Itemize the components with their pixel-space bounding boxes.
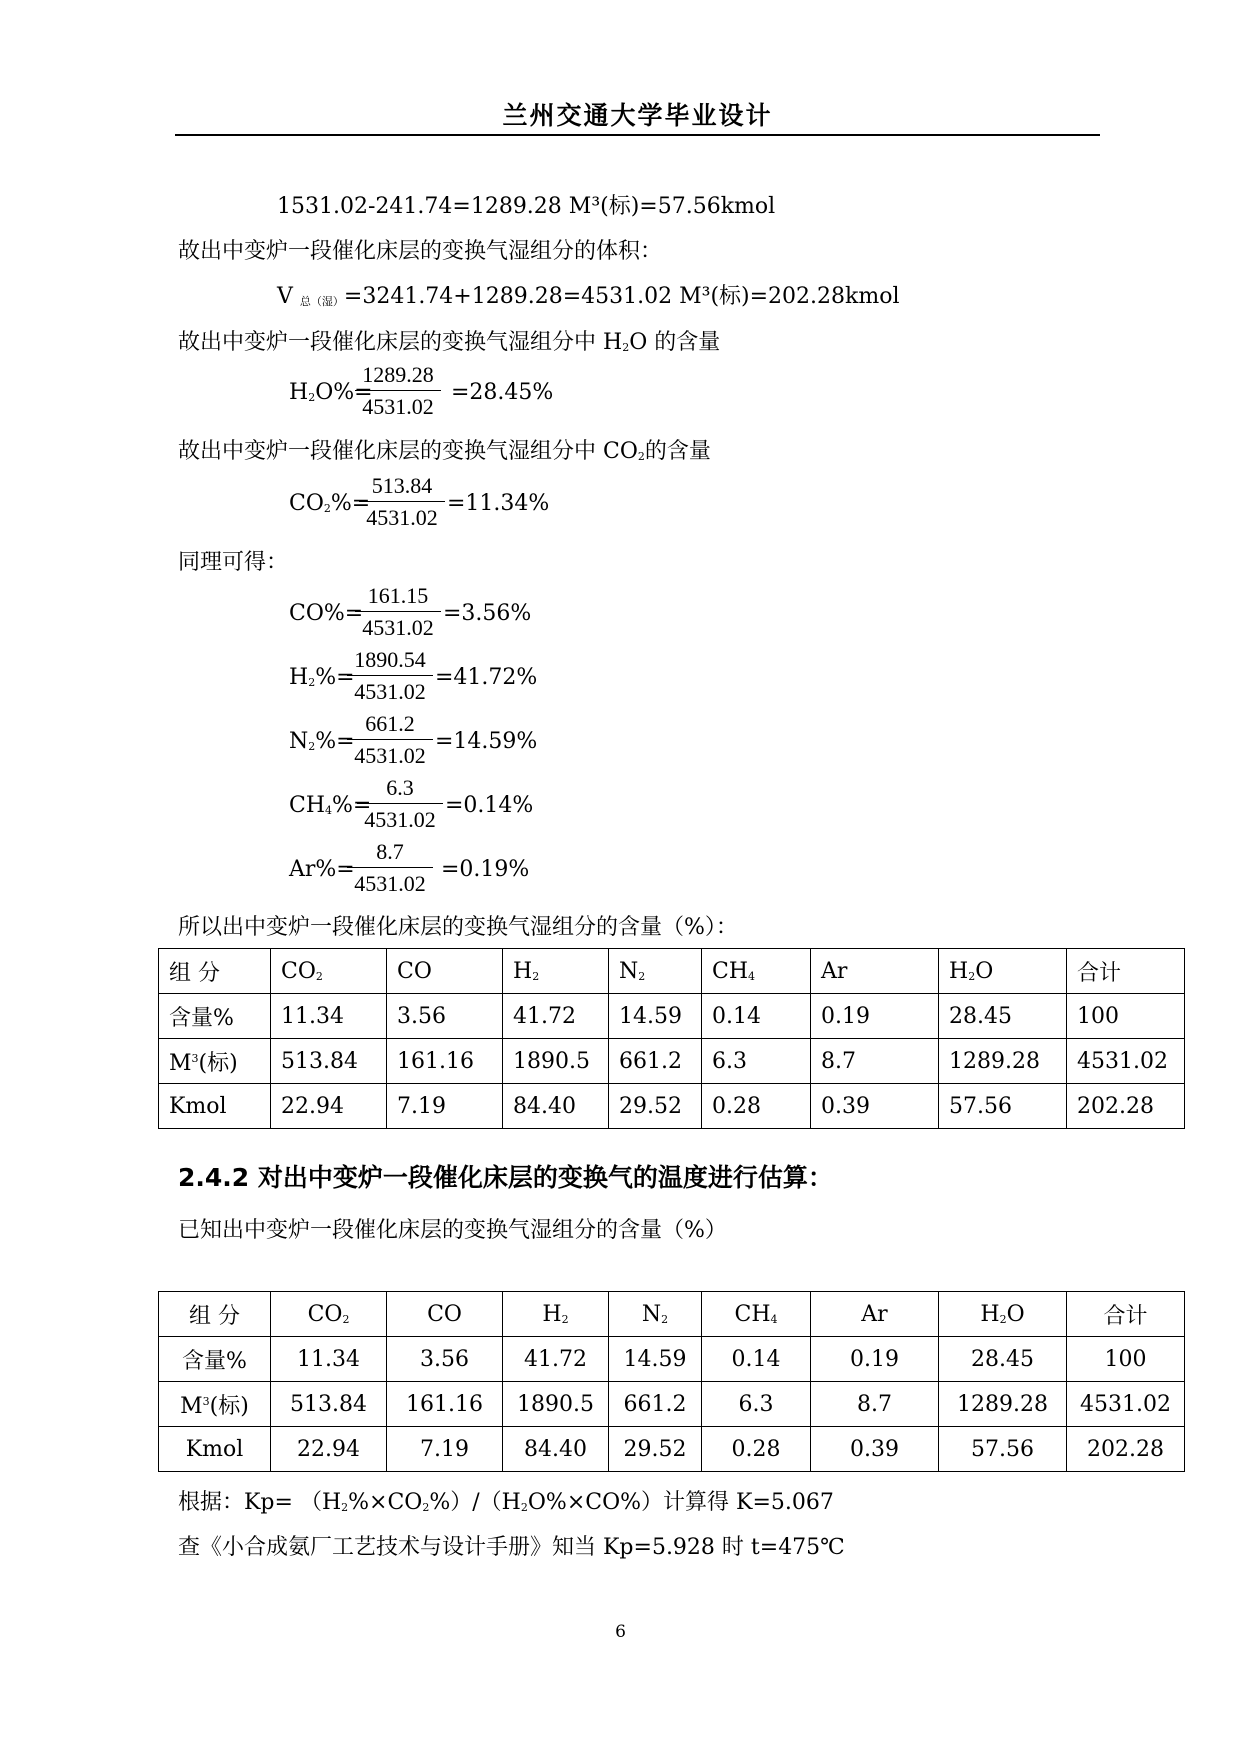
text-line-co2 [178,437,711,472]
table-cell: 57.56 [939,1084,1067,1129]
table-cell: 1289.28 [939,1382,1067,1427]
table-cell: 合计 [1067,1292,1185,1337]
page-header-title: 兰州交通大学毕业设计 [502,101,773,130]
table-cell: 6.3 [702,1039,811,1084]
fraction-ratio [355,581,441,644]
table-cell: CH4 [702,949,811,994]
table-cell: 11.34 [271,994,387,1039]
table-cell: 57.56 [939,1427,1067,1472]
table-cell: 202.28 [1067,1084,1185,1129]
table-cell: N2 [609,949,702,994]
table-cell: 513.84 [271,1039,387,1084]
text-co2-sub: 2 [637,450,645,463]
composition-table-1 [158,948,1185,1129]
table-row-percent [159,1337,1185,1382]
table-cell: Ar [811,1292,939,1337]
fraction-ratio [347,709,433,772]
table-cell: H2O [939,949,1067,994]
table-cell: 0.14 [702,994,811,1039]
table-cell: 14.59 [609,1337,702,1382]
table-cell: 组 分 [159,1292,271,1337]
table-cell: 84.40 [503,1084,609,1129]
table-cell: 513.84 [271,1382,387,1427]
fraction-result: =14.59% [435,729,538,754]
table-cell: Kmol [159,1084,271,1129]
fraction-ch4 [289,773,569,839]
fraction-numerator: 6.3 [386,775,414,800]
table-cell: 8.7 [811,1382,939,1427]
table-cell: 14.59 [609,994,702,1039]
equation-line-total-volume [277,282,900,317]
table-cell: 0.39 [811,1084,939,1129]
header-rule [175,134,1100,136]
table-cell: H2 [503,949,609,994]
fraction-numerator: 1890.54 [354,647,426,672]
fraction-h2 [289,645,569,711]
table-cell: 161.16 [387,1039,503,1084]
table-cell: 661.2 [609,1039,702,1084]
table-cell: Kmol [159,1427,271,1472]
table-cell: 含量% [159,994,271,1039]
fraction-result: =0.19% [441,857,530,882]
text-co2-post: 的含量 [644,439,711,464]
fraction-denominator: 4531.02 [362,615,434,640]
table-cell: H2O [939,1292,1067,1337]
table-cell: 29.52 [609,1084,702,1129]
table-cell: 11.34 [271,1337,387,1382]
table-cell: 0.28 [702,1084,811,1129]
table-cell: 1890.5 [503,1039,609,1084]
text-line-composition: 所以出中变炉一段催化床层的变换气湿组分的含量（%）： [178,915,738,940]
section-intro: 已知出中变炉一段催化床层的变换气湿组分的含量（%） [178,1218,727,1243]
fraction-n2 [289,709,569,775]
text-co2-pre: 故出中变炉一段催化床层的变换气湿组分中 CO [178,439,638,464]
table-cell: 661.2 [609,1382,702,1427]
fraction-result: =11.34% [447,491,550,516]
fraction-ratio [355,360,441,423]
table-cell: 41.72 [503,994,609,1039]
table-cell: 0.19 [811,994,939,1039]
table-cell: 28.45 [939,1337,1067,1382]
text-h2o-post: O 的含量 [629,330,721,355]
table-cell: 3.56 [387,1337,503,1382]
fraction-denominator: 4531.02 [354,871,426,896]
table-row-kmol [159,1084,1185,1129]
table-cell: CO2 [271,1292,387,1337]
table-row-volume [159,1382,1185,1427]
fraction-numerator: 1289.28 [362,362,434,387]
fraction-ratio [347,837,433,900]
text-line-kp-basis: 根据：Kp= （H2%×CO2%）/（H2O%×CO%）计算得 K=5.067 [178,1490,834,1515]
fraction-co [289,581,569,647]
table-cell: CO2 [271,949,387,994]
table-cell: N2 [609,1292,702,1337]
table-cell: $M^3$(标) [159,1039,271,1084]
table-cell: 8.7 [811,1039,939,1084]
table-cell: 6.3 [702,1382,811,1427]
equation-line-1: 1531.02-241.74=1289.28 M³(标)=57.56kmol [277,194,776,219]
fraction-lhs: N2%= [289,729,355,754]
fraction-lhs: CO2%= [289,491,371,516]
table-cell: 41.72 [503,1337,609,1382]
fraction-denominator: 4531.02 [354,743,426,768]
page-number: 6 [615,1622,626,1642]
fraction-h2o [289,360,569,426]
fraction-ratio [357,773,443,836]
table-cell: 含量% [159,1337,271,1382]
section-heading: 2.4.2 对出中变炉一段催化床层的变换气的温度进行估算： [178,1163,833,1192]
table-row-header [159,1292,1185,1337]
fraction-co2 [289,471,569,537]
fraction-result: =3.56% [443,601,532,626]
table-cell: $M^3$(标) [159,1382,271,1427]
table-row-percent [159,994,1185,1039]
table-cell: 0.39 [811,1427,939,1472]
table-cell: 0.19 [811,1337,939,1382]
text-line-volume: 故出中变炉一段催化床层的变换气湿组分的体积： [178,239,663,264]
table-cell: 100 [1067,1337,1185,1382]
fraction-lhs: H2O%= [289,380,373,405]
table-cell: 1289.28 [939,1039,1067,1084]
table-cell: 3.56 [387,994,503,1039]
table-cell: 100 [1067,994,1185,1039]
table-cell: 0.28 [702,1427,811,1472]
table-cell: CO [387,949,503,994]
fraction-ratio [347,645,433,708]
fraction-denominator: 4531.02 [364,807,436,832]
fraction-ar [289,837,569,903]
fraction-denominator: 4531.02 [354,679,426,704]
fraction-numerator: 161.15 [367,583,429,608]
table-cell: 7.19 [387,1427,503,1472]
table-cell: 28.45 [939,994,1067,1039]
fraction-numerator: 513.84 [371,473,433,498]
fraction-result: =41.72% [435,665,538,690]
table-cell: 7.19 [387,1084,503,1129]
table-row-header [159,949,1185,994]
fraction-lhs: CH4%= [289,793,372,818]
table-cell: Ar [811,949,939,994]
text-line-lookup: 查《小合成氨厂工艺技术与设计手册》知当 Kp=5.928 时 t=475℃ [178,1535,845,1560]
table-cell: 组 分 [159,949,271,994]
table-cell: 0.14 [702,1337,811,1382]
table-cell: 161.16 [387,1382,503,1427]
table-cell: 22.94 [271,1427,387,1472]
fraction-denominator: 4531.02 [366,505,438,530]
composition-table-2 [158,1291,1185,1472]
table-cell: 84.40 [503,1427,609,1472]
fraction-numerator: 661.2 [365,711,415,736]
table-cell: CH4 [702,1292,811,1337]
fraction-numerator: 8.7 [376,839,404,864]
table-cell: 22.94 [271,1084,387,1129]
text-line-h2o [178,328,720,363]
fraction-ratio [359,471,445,534]
table-cell: 202.28 [1067,1427,1185,1472]
v-equation: =3241.74+1289.28=4531.02 M³(标)=202.28kmol [343,284,900,309]
v-symbol: V [277,284,300,309]
text-h2o-pre: 故出中变炉一段催化床层的变换气湿组分中 H [178,330,623,355]
table-cell: 29.52 [609,1427,702,1472]
table-cell: 4531.02 [1067,1382,1185,1427]
fraction-result: =28.45% [451,380,554,405]
table-cell: 1890.5 [503,1382,609,1427]
text-line-similarly: 同理可得： [178,550,289,575]
table-row-volume [159,1039,1185,1084]
table-cell: 合计 [1067,949,1185,994]
table-cell: H2 [503,1292,609,1337]
fraction-lhs: CO%= [289,601,364,626]
fraction-lhs: Ar%= [289,857,355,882]
v-subscript: 总（湿） [299,295,344,308]
table-cell: CO [387,1292,503,1337]
fraction-result: =0.14% [445,793,534,818]
table-row-kmol [159,1427,1185,1472]
fraction-lhs: H2%= [289,665,355,690]
fraction-denominator: 4531.02 [362,394,434,419]
text-h2o-sub: 2 [622,341,630,354]
table-cell: 4531.02 [1067,1039,1185,1084]
